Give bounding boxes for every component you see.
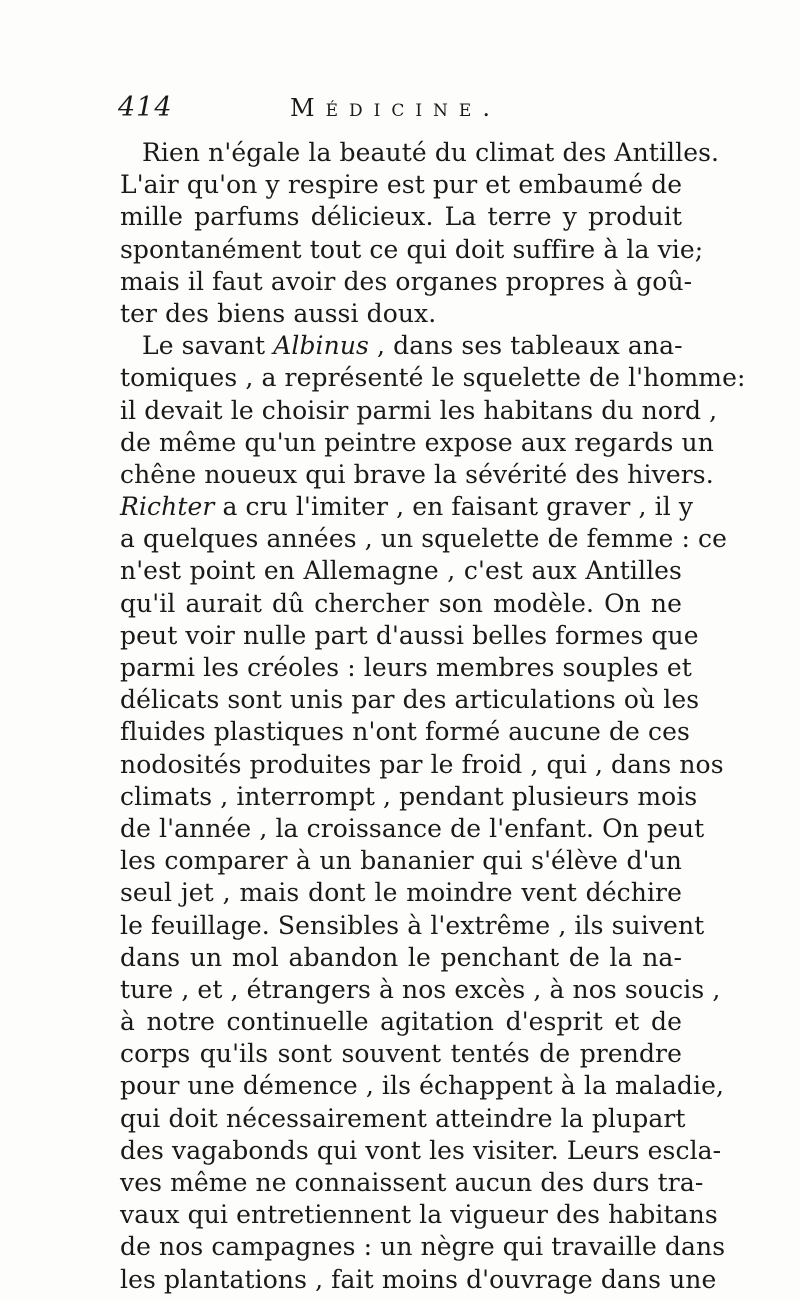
text-line: corps qu'ils sont souvent tentés de prendre (120, 1039, 682, 1069)
text-line: qui doit nécessairement atteindre la plupart (120, 1103, 686, 1133)
text-line: climats , interrompt , pendant plusieurs mois (120, 781, 698, 811)
text-line (120, 330, 682, 362)
text-line: L'air qu'on y respire est pur et embaumé de (120, 170, 683, 200)
text-line: de l'année , la croissance de l'enfant. On peut (120, 813, 705, 843)
text-line: à notre continuelle agitation d'esprit et de (120, 1007, 682, 1037)
body-text (120, 137, 746, 1296)
text-line: ter des biens aussi doux. (120, 298, 437, 328)
text-line: Rien n'égale la beauté du climat des Antilles. (142, 138, 720, 167)
text-line: spontanément tout ce qui doit suffire à la vie; (120, 234, 704, 264)
text-line: des vagabonds qui vont les visiter. Leurs escla- (120, 1135, 722, 1165)
text-line: ture , et , étrangers à nos excès , à nos soucis , (120, 974, 721, 1004)
text-line: seul jet , mais dont le moindre vent déchire (120, 878, 682, 908)
text-line: mais il faut avoir des organes propres à goû- (120, 266, 693, 296)
text-line: nodosités produites par le froid , qui , dans nos (120, 749, 724, 779)
text-line: ves même ne connaissent aucun des durs tra- (120, 1168, 704, 1197)
text-line: pour une démence , ils échappent à la maladie, (120, 1071, 725, 1101)
text-line: tomiques , a représenté le squelette de l'homme: (120, 363, 746, 393)
running-title: Médicine. (290, 94, 501, 122)
text-line: de nos campagnes : un nègre qui travaille dans (120, 1232, 726, 1262)
text-line: le feuillage. Sensibles à l'extrême , ils suivent (120, 910, 705, 940)
text-line: délicats sont unis par des articulations où les (120, 685, 700, 715)
text-line: qu'il aurait dû chercher son modèle. On ne (120, 588, 682, 618)
page-header (118, 92, 688, 132)
text-line: de même qu'un peintre expose aux regards un (120, 427, 714, 457)
text-line: fluides plastiques n'ont formé aucune de ces (120, 717, 690, 747)
text-line (120, 491, 694, 523)
italic-name: Richter (120, 492, 215, 522)
text-segment: Le savant (142, 331, 274, 361)
text-line: les comparer à un bananier qui s'élève d'un (120, 846, 682, 876)
text-line: les plantations , fait moins d'ouvrage dans une (120, 1264, 717, 1294)
text-line: a quelques années , un squelette de femme : ce (120, 524, 728, 554)
text-line: peut voir nulle part d'aussi belles formes que (120, 620, 699, 650)
text-line: il devait le choisir parmi les habitans du nord , (120, 395, 718, 425)
text-line: mille parfums délicieux. La terre y produit (120, 202, 682, 232)
page-number: 414 (118, 92, 173, 123)
text-line: dans un mol abandon le penchant de la na- (120, 942, 682, 972)
text-line: chêne noueux qui brave la sévérité des hivers. (120, 459, 714, 489)
italic-name: Albinus (273, 331, 369, 361)
text-line: vaux qui entretiennent la vigueur des habitans (120, 1200, 718, 1230)
text-segment: , dans ses tableaux ana- (368, 331, 683, 361)
text-segment: a cru l'imiter , en faisant graver , il y (214, 492, 694, 522)
text-line: n'est point en Allemagne , c'est aux Antilles (120, 556, 682, 586)
text-line: parmi les créoles : leurs membres souples et (120, 653, 692, 682)
